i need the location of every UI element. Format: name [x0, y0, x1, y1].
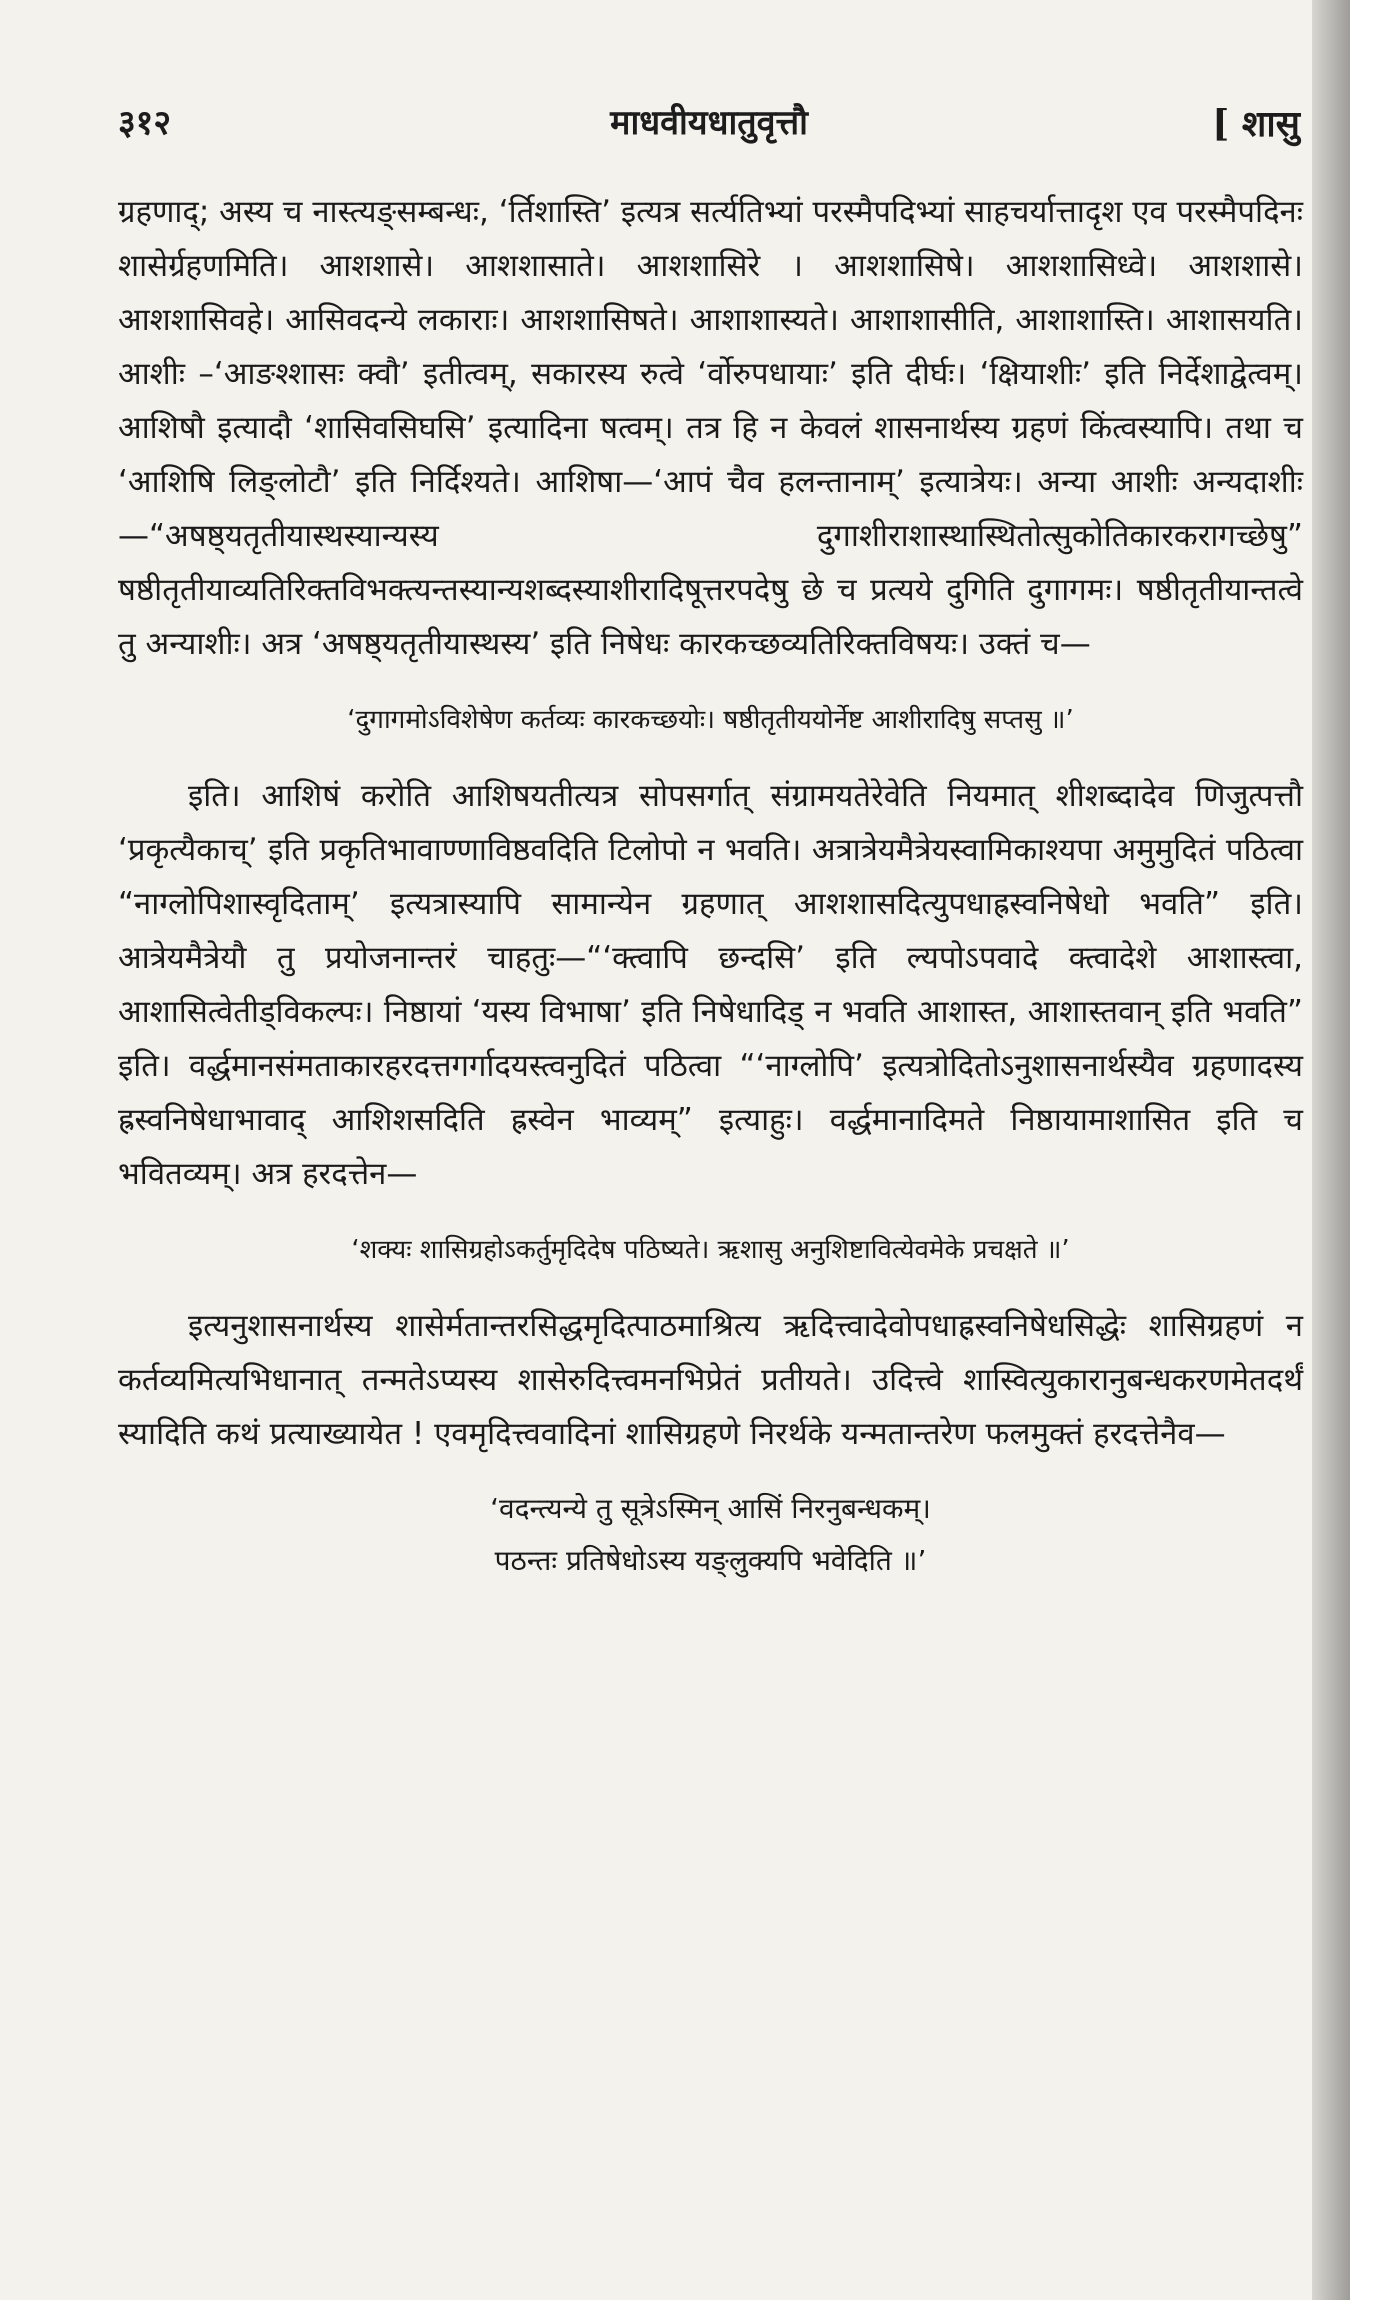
page-number: ३१२	[118, 103, 172, 143]
page-header	[118, 98, 1300, 148]
running-title: माधवीयधातुवृत्तौ	[610, 103, 808, 143]
verse-quote-1: ‘दुगागमोऽविशेषेण कर्तव्यः कारकच्छयोः। षष्ठीतृतीययोर्नेष्ट आशीरादिषु सप्तसु ॥’	[347, 705, 1074, 735]
verse-quote-2: ‘शक्यः शासिग्रहोऽकर्तुमृदिदेष पठिष्यते। ऋशासु अनुशिष्टावित्येवमेके प्रचक्षते ॥’	[351, 1235, 1070, 1265]
closing-verse-line-2: पठन्तः प्रतिषेधोऽस्य यङ्लुक्यपि भवेदिति ॥’	[494, 1544, 927, 1577]
paragraph-3: इत्यनुशासनार्थस्य शासेर्मतान्तरसिद्धमृदित्पाठमाश्रित्य ऋदित्त्वादेवोपधाह्रस्वनिषेधसिद्धेः शासिग्रहणं न कर्तव्यमित्यभिधानात् तन्मतेऽप्यस्य शासेरुदित्त्वमनभिप्रेतं प्रतीयते। उदित्त्वे शास्वित्युकारानुबन्धकरणमेतदर्थं स्यादिति कथं प्रत्याख्यायेत ! एवमृदित्त्ववादिनां शासिग्रहणे निरर्थके यन्मतान्तरेण फलमुक्तं हरदत्तेनैव—	[118, 1308, 1303, 1452]
closing-verse	[118, 1483, 1303, 1587]
body-text	[118, 185, 1303, 1587]
section-mark: [ शासु	[1212, 103, 1300, 145]
closing-verse-line-1: ‘वदन्त्यन्ये तु सूत्रेऽस्मिन् आसिं निरनुबन्धकम्।	[490, 1492, 931, 1525]
paragraph-2: इति। आशिषं करोति आशिषयतीत्यत्र सोपसर्गात् संग्रामयतेरेवेति नियमात् शीशब्दादेव णिजुत्पत्तौ ‘प्रकृत्यैकाच्’ इति प्रकृतिभावाण्णाविष्ठवदिति टिलोपो न भवति। अत्रात्रेयमैत्रेयस्वामिकाश्यपा अमुमुदितं पठित्वा “नाग्लोपिशास्वृदिताम्’ इत्यत्रास्यापि सामान्येन ग्रहणात् आशशासदित्युपधाह्रस्वनिषेधो भवति” इति। आत्रेयमैत्रेयौ तु प्रयोजनान्तरं चाहतुः—“‘क्त्वापि छन्दसि’ इति ल्यपोऽपवादे क्त्वादेशे आशास्त्वा, आशासित्वेतीड्विकल्पः। निष्ठायां ‘यस्य विभाषा’ इति निषेधादिड् न भवति आशास्त, आशास्तवान् इति भवति” इति। वर्द्धमानसंमताकारहरदत्तगर्गादयस्त्वनुदितं पठित्वा “‘नाग्लोपि’ इत्यत्रोदितोऽनुशासनार्थस्यैव ग्रहणादस्य ह्रस्वनिषेधाभावाद् आशिशसदिति ह्रस्वेन भाव्यम्” इत्याहुः। वर्द्धमानादिमते निष्ठायामाशासित इति च भवितव्यम्। अत्र हरदत्तेन—	[118, 778, 1303, 1192]
paragraph-1: ग्रहणाद्; अस्य च नास्त्यङ्सम्बन्धः, ‘र्तिशास्ति’ इत्यत्र सर्त्यतिभ्यां परस्मैपदिभ्यां साहचर्यात्तादृश एव परस्मैपदिनः शासेर्ग्रहणमिति। आशशासे। आशशासाते। आशशासिरे । आशशासिषे। आशशासिध्वे। आशशासे। आशशासिवहे। आसिवदन्ये लकाराः। आशशासिषते। आशाशास्यते। आशाशासीति, आशाशास्ति। आशासयति। आशीः –‘आङश्शासः क्वौ’ इतीत्वम्, सकारस्य रुत्वे ‘र्वोरुपधायाः’ इति दीर्घः। ‘क्षियाशीः’ इति निर्देशाद्वेत्वम्। आशिषौ इत्यादौ ‘शासिवसिघसि’ इत्यादिना षत्वम्। तत्र हि न केवलं शासनार्थस्य ग्रहणं किंत्वस्यापि। तथा च ‘आशिषि लिङ्लोटौ’ इति निर्दिश्यते। आशिषा—‘आपं चैव हलन्तानाम्’ इत्यात्रेयः। अन्या आशीः अन्यदाशीः—“अषष्ठ्यतृतीयास्थस्यान्यस्य दुगाशीराशास्थास्थितोत्सुकोतिकारकरागच्छेषु” षष्ठीतृतीयाव्यतिरिक्तविभक्त्यन्तस्यान्यशब्दस्याशीरादिषूत्तरपदेषु छे च प्रत्यये दुगिति दुगागमः। षष्ठीतृतीयान्तत्वे तु अन्याशीः। अत्र ‘अषष्ठ्यतृतीयास्थस्य’ इति निषेधः कारकच्छव्यतिरिक्तविषयः। उक्तं च—	[118, 194, 1303, 662]
page-edge-shadow	[1312, 0, 1350, 2300]
